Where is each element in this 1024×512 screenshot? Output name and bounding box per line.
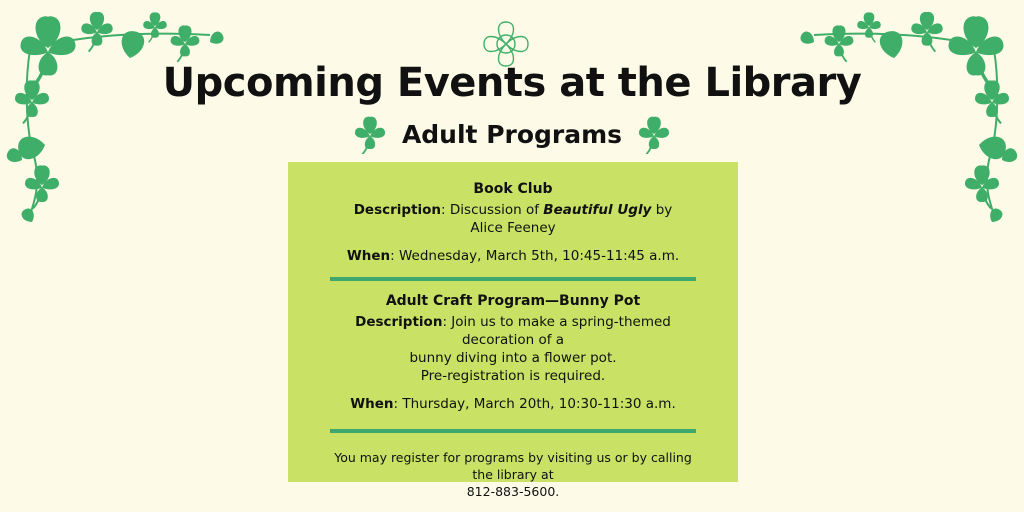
- page-title: Upcoming Events at the Library: [162, 60, 862, 106]
- event-description-line: Alice Feeney: [470, 220, 556, 236]
- shamrock-icon: [634, 114, 674, 154]
- subtitle-row: [0, 114, 1024, 154]
- phone-number: 812-883-5600.: [466, 484, 560, 499]
- event-description: Description: Join us to make a spring-themed decoration of a: [355, 314, 671, 348]
- event-description-line: bunny diving into a flower pot.: [409, 350, 617, 366]
- event-description-line: Pre-registration is required.: [420, 368, 606, 384]
- event-title: Adult Craft Program—Bunny Pot: [385, 293, 641, 309]
- event-when: When: Thursday, March 20th, 10:30-11:30 a.m.: [350, 396, 676, 412]
- registration-note: You may register for programs by visiting us or by calling the library at 812-883-5600.: [328, 449, 698, 500]
- event-book-club: [328, 180, 698, 265]
- section-subtitle: Adult Programs: [401, 119, 623, 149]
- event-description: Description: Discussion of Beautiful Ugly by: [353, 202, 673, 218]
- book-title: Beautiful Ugly: [543, 202, 652, 218]
- events-panel: [288, 162, 738, 499]
- event-craft-program: [328, 292, 698, 413]
- divider: [330, 429, 696, 433]
- event-title: Book Club: [473, 181, 553, 197]
- shamrock-icon: [350, 114, 390, 154]
- divider: [330, 277, 696, 281]
- event-when: When: Wednesday, March 5th, 10:45-11:45 a.m.: [346, 248, 680, 264]
